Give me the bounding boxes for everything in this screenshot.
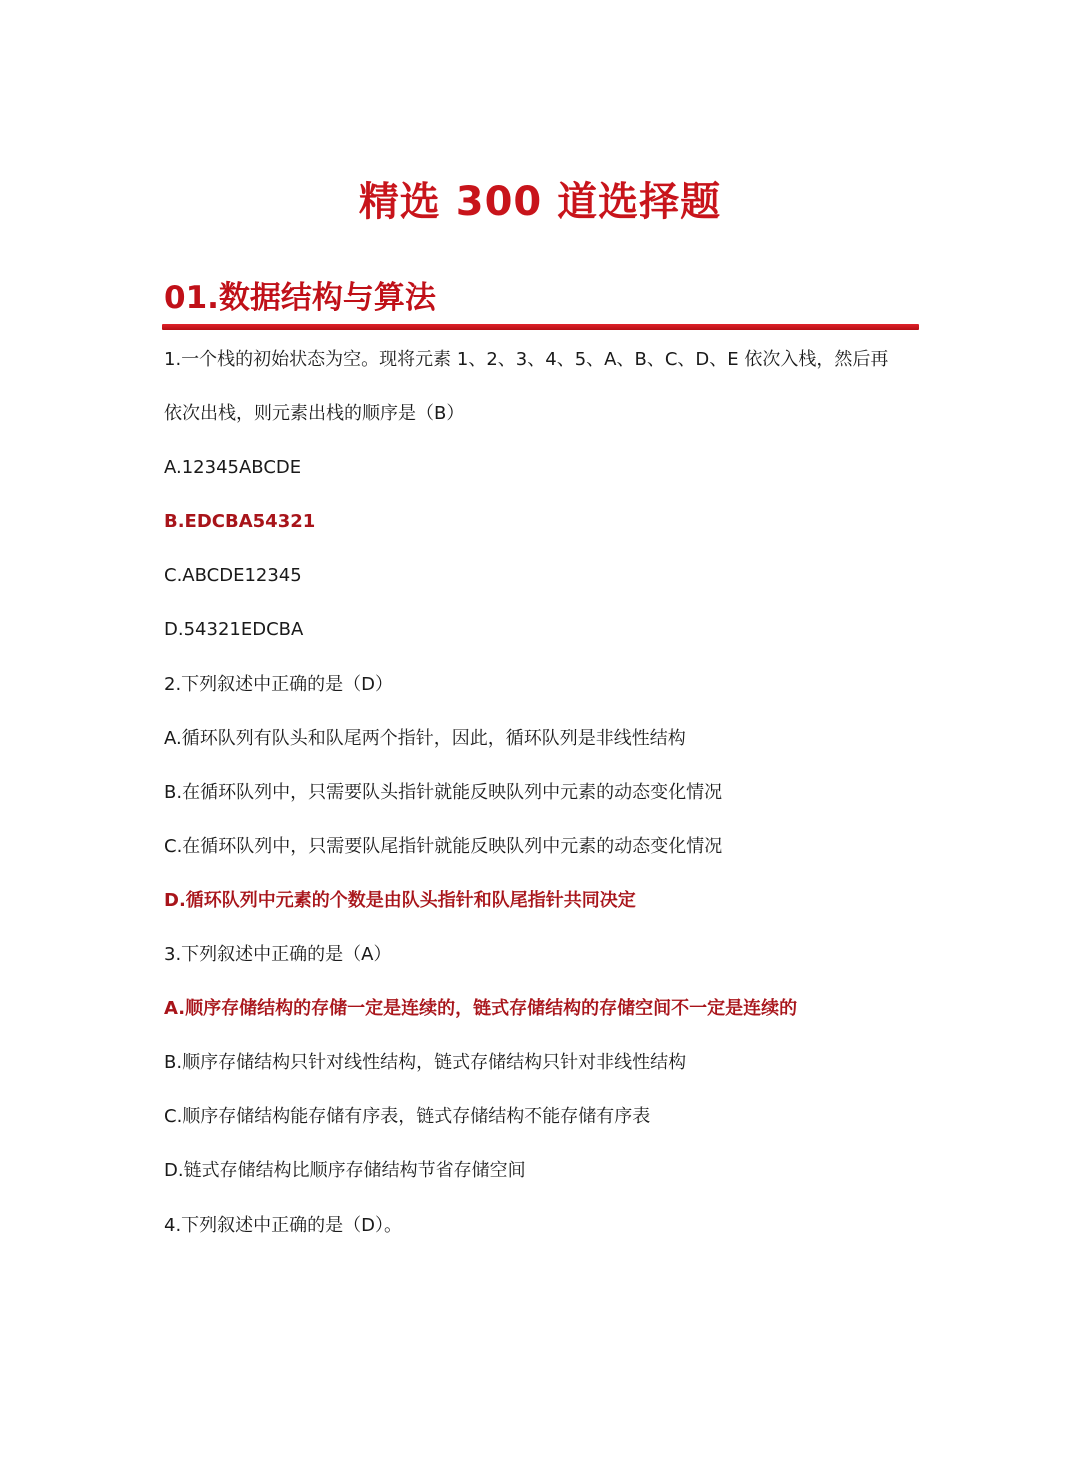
question-3-option-c: C.顺序存储结构能存储有序表，链式存储结构不能存储有序表 <box>164 1106 651 1127</box>
question-2-option-a: A.循环队列有队头和队尾两个指针，因此，循环队列是非线性结构 <box>164 728 686 749</box>
question-3-option-b: B.顺序存储结构只针对线性结构，链式存储结构只针对非线性结构 <box>164 1052 687 1073</box>
question-2-option-c: C.在循环队列中，只需要队尾指针就能反映队列中元素的动态变化情况 <box>164 836 723 857</box>
question-4-text: 4.下列叙述中正确的是（D）。 <box>164 1215 403 1236</box>
question-1-text-line-1: 1.一个栈的初始状态为空。现将元素 1、2、3、4、5、A、B、C、D、E 依次入栈，然后再 <box>164 349 889 370</box>
question-2-text: 2.下列叙述中正确的是（D） <box>164 674 394 695</box>
question-1-text-line-2: 依次出栈，则元素出栈的顺序是（B） <box>164 403 465 424</box>
question-2-option-b: B.在循环队列中，只需要队头指针就能反映队列中元素的动态变化情况 <box>164 782 723 803</box>
section-divider <box>162 324 919 330</box>
question-1-option-d: D.54321EDCBA <box>164 619 304 640</box>
question-2-option-d-correct: D.循环队列中元素的个数是由队头指针和队尾指针共同决定 <box>164 890 636 911</box>
question-1-option-c: C.ABCDE12345 <box>164 565 302 586</box>
question-1-option-a: A.12345ABCDE <box>164 457 302 478</box>
section-heading: 01.数据结构与算法 <box>164 280 436 316</box>
question-3-option-d: D.链式存储结构比顺序存储结构节省存储空间 <box>164 1160 526 1181</box>
question-3-text: 3.下列叙述中正确的是（A） <box>164 944 392 965</box>
question-3-option-a-correct: A.顺序存储结构的存储一定是连续的，链式存储结构的存储空间不一定是连续的 <box>164 998 798 1019</box>
question-1-option-b-correct: B.EDCBA54321 <box>164 511 316 532</box>
document-title: 精选 300 道选择题 <box>358 179 722 225</box>
